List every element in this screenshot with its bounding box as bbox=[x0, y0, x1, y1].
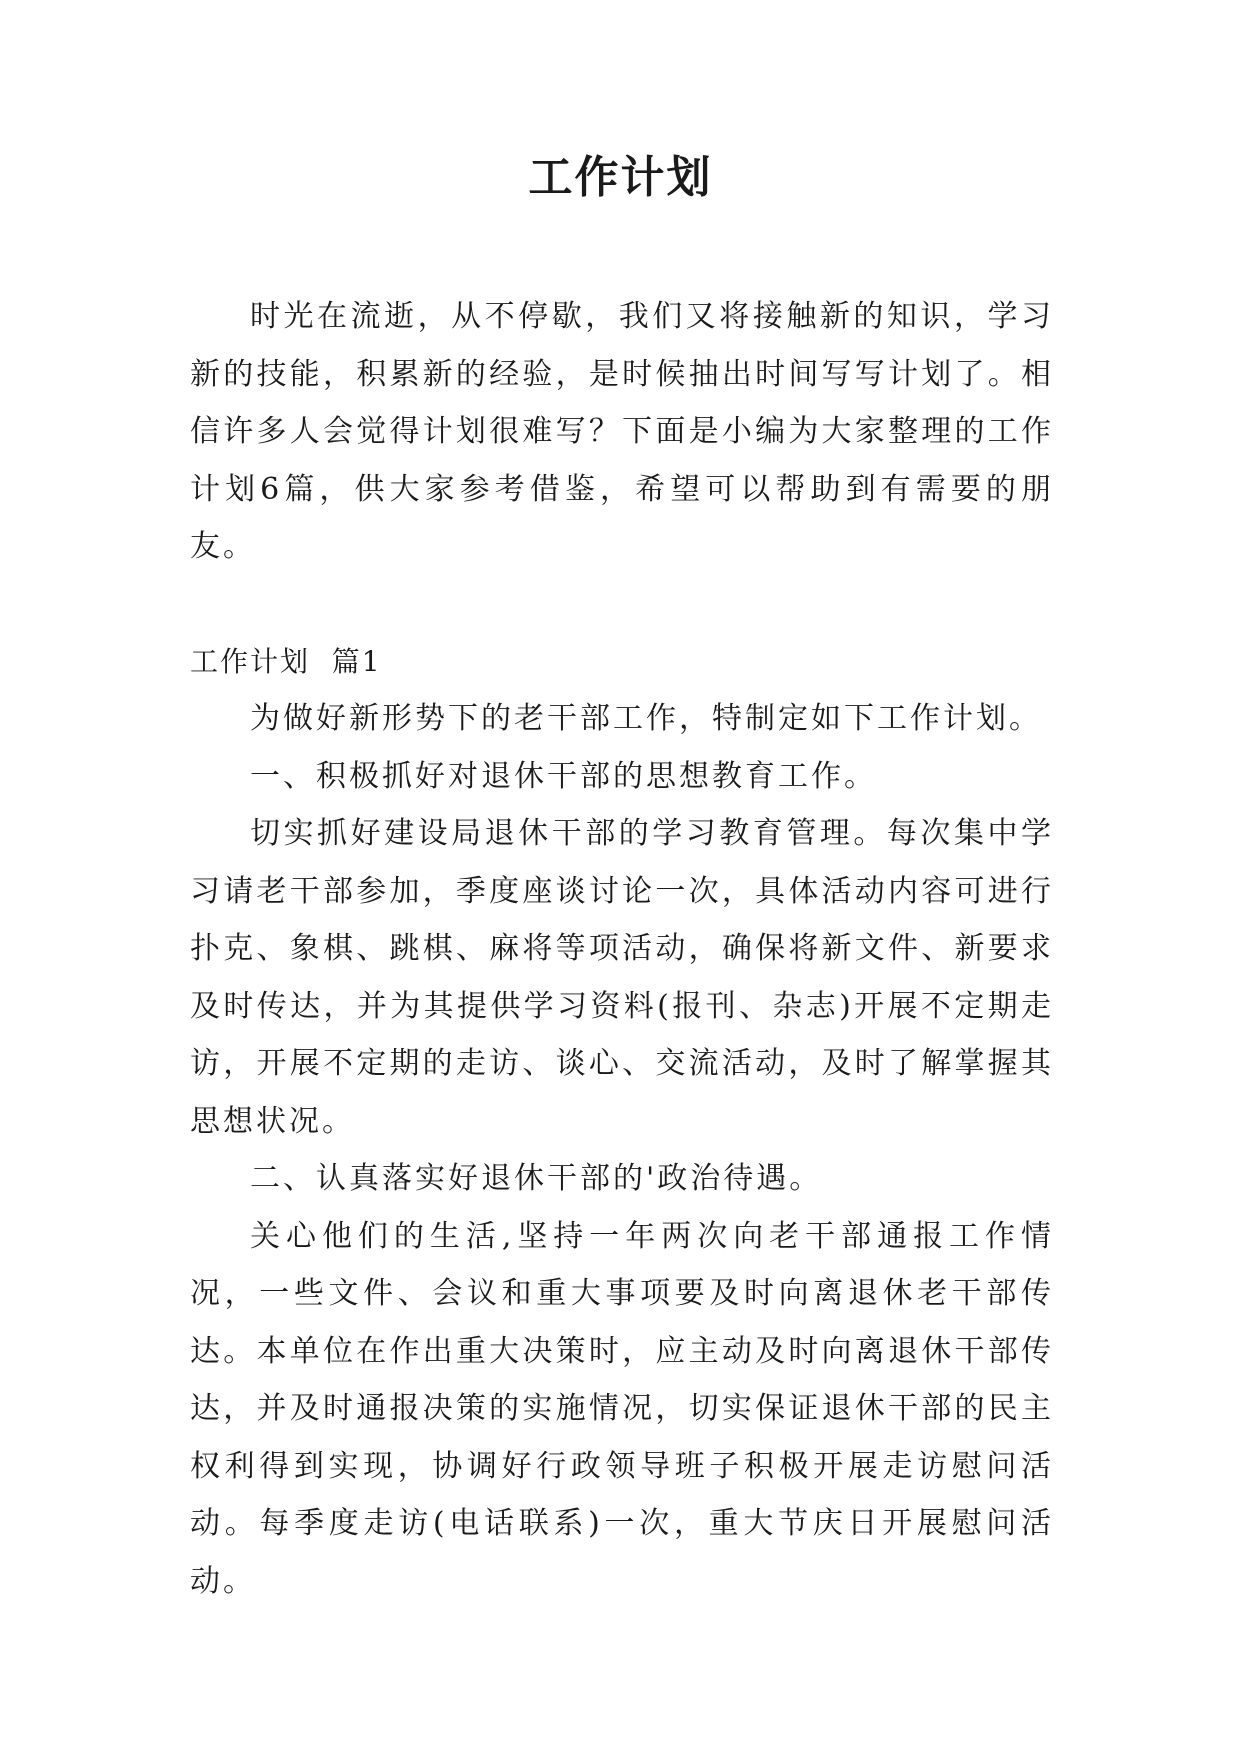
intro-paragraph: 时光在流逝，从不停歇，我们又将接触新的知识，学习新的技能，积累新的经验，是时候抽出时间写写计划了。相信许多人会觉得计划很难写？下面是小编为大家整理的工作计划6篇，供大家参考借鉴，希望可以帮助到有需要的朋友。 bbox=[190, 299, 1054, 564]
section-heading: 工作计划 篇1 bbox=[190, 644, 382, 678]
paragraph-2: 一、积极抓好对退休干部的思想教育工作。 bbox=[250, 758, 877, 794]
document-title: 工作计划 bbox=[528, 152, 713, 203]
document-body bbox=[190, 288, 1054, 1610]
paragraph-1: 为做好新形势下的老干部工作，特制定如下工作计划。 bbox=[250, 701, 1042, 736]
paragraph-4: 二、认真落实好退休干部的'政治待遇。 bbox=[250, 1161, 823, 1196]
paragraph-5: 关心他们的生活,坚持一年两次向老干部通报工作情况，一些文件、会议和重大事项要及时向离退休老干部传达。本单位在作出重大决策时，应主动及时向离退休干部传达，并及时通报决策的实施情况，切实保证退休干部的民主权利得到实现，协调好行政领导班子积极开展走访慰问活动。每季度走访(电话联系)一次，重大节庆日开展慰问活动。 bbox=[190, 1218, 1054, 1599]
paragraph-3: 切实抓好建设局退休干部的学习教育管理。每次集中学习请老干部参加，季度座谈讨论一次，具体活动内容可进行扑克、象棋、跳棋、麻将等项活动，确保将新文件、新要求及时传达，并为其提供学习资料(报刊、杂志)开展不定期走访，开展不定期的走访、谈心、交流活动，及时了解掌握其思想状况。 bbox=[190, 816, 1054, 1139]
